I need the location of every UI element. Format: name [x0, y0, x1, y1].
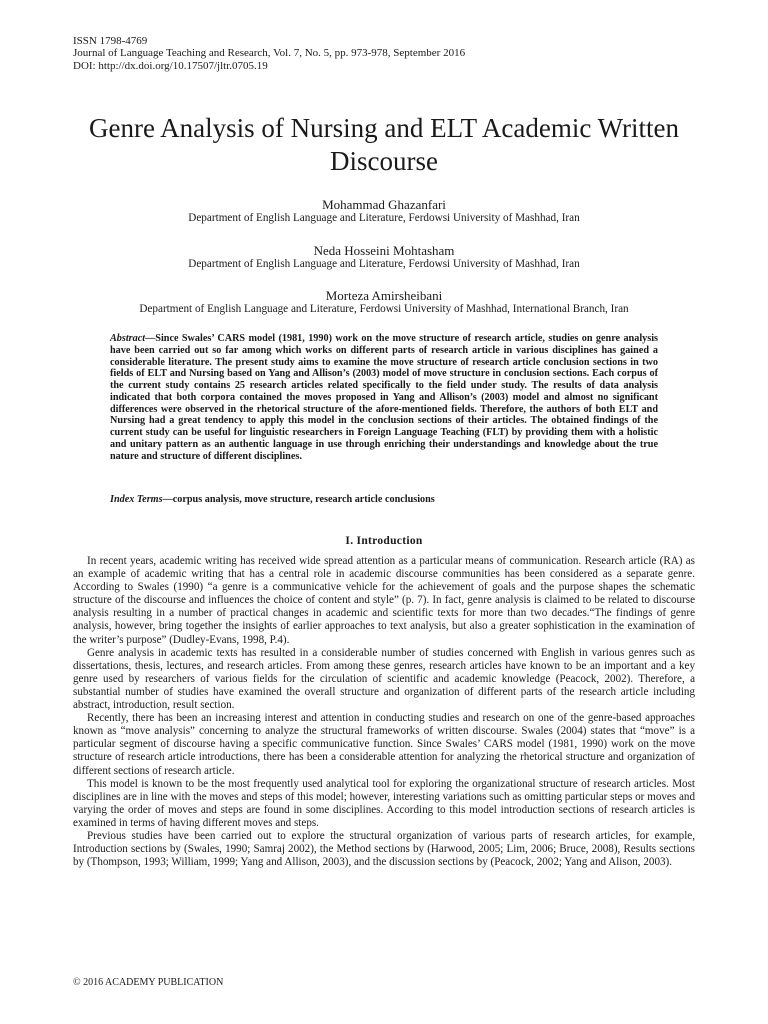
- index-terms-label: Index Terms: [110, 494, 163, 505]
- journal-citation: Journal of Language Teaching and Research, Vol. 7, No. 5, pp. 973-978, September 2016: [73, 47, 466, 60]
- doi: DOI: http://dx.doi.org/10.17507/jltr.0705.19: [73, 59, 268, 72]
- author-name: Morteza Amirsheibani: [325, 288, 443, 303]
- author-affiliation: Department of English Language and Literature, Ferdowsi University of Mashhad, International Branch, Iran: [139, 303, 629, 315]
- abstract-label: Abstract: [110, 333, 146, 344]
- author-affiliation: Department of English Language and Literature, Ferdowsi University of Mashhad, Iran: [188, 212, 580, 224]
- paragraph: Recently, there has been an increasing interest and attention in conducting studies and research on one of the genre-based approaches known as “move analysis” concerning to analyze the structural frameworks of written discourse. Swales (2004) states that “move” is a particular segment of discourse having a specific communicative function. Since Swales’ CARS model (1981, 1990) work on the move structure of research article introductions, there has been a considerable attention for analyzing the rhetorical structure and organization of different sections of research article.: [73, 712, 695, 777]
- paragraph: This model is known to be the most frequently used analytical tool for exploring the organizational structure of research articles. Most disciplines are in line with the moves and steps of this model; however, interesting variations such as omitting particular steps or moves and varying the order of moves and steps are found in some disciplines. According to this model introduction sections of research articles is examined in terms of having different moves and steps.: [73, 777, 695, 829]
- journal-header: [73, 35, 465, 72]
- paragraph: Previous studies have been carried out to explore the structural organization of various parts of research articles, for example, Introduction sections by (Swales, 1990; Samraj 2002), the Method sections by (Harwood, 2005; Lim, 2006; Bruce, 2008), Results sections by (Thompson, 1993; William, 1999; Yang and Allison, 2003), and the discussion sections by (Peacock, 2002; Yang and Alison, 2003).: [73, 829, 695, 869]
- author-block: [40, 197, 728, 225]
- paragraph: In recent years, academic writing has received wide spread attention as a particular means of communication. Research article (RA) as an example of academic writing that has a central role in academic discourse communities has been considered as a separate genre. According to Swales (1990) “a genre is a communicative vehicle for the achievement of goals and the purpose shapes the schematic structure of the discourse and influences the choice of content and style” (p. 7). In fact, genre analysis is claimed to be related to discourse analysis resulting in a number of practical changes in academic and scientific texts for more than two decades.“The findings of genre analysis, however, bring together the insights of earlier approaches to text analysis, but also a greater sophistication in the examination of the writer’s purpose” (Dudley-Evans, 1998, P.4).: [73, 555, 695, 646]
- index-terms: [110, 494, 658, 506]
- paragraph: Genre analysis in academic texts has resulted in a considerable number of studies concerned with English in various genres such as dissertations, thesis, lectures, and research articles. From among these genres, research articles have known to be an important and a key genre used by researchers of various fields for the circulation of scientific and academic knowledge (Peacock, 2002). Therefore, a substantial number of studies have examined the overall structure and organization of different parts of the research article including abstract, introduction, result section.: [73, 646, 695, 712]
- paper-title: Genre Analysis of Nursing and ELT Academic Written Discourse: [88, 113, 680, 176]
- author-name: Neda Hosseini Mohtasham: [313, 243, 455, 258]
- author-block: [40, 288, 728, 316]
- author-affiliation: Department of English Language and Literature, Ferdowsi University of Mashhad, Iran: [188, 258, 580, 270]
- section-body: [73, 555, 695, 869]
- author-name: Mohammad Ghazanfari: [322, 197, 446, 212]
- index-terms-text: —corpus analysis, move structure, research article conclusions: [162, 494, 435, 505]
- section-heading: I. Introduction: [345, 535, 423, 547]
- abstract-text: —Since Swales’ CARS model (1981, 1990) work on the move structure of research article, studies on genre analysis have been carried out so far among which works on different parts of research article in various disciplines has gained a considerable literature. The present study aims to examine the move structure of research article conclusion sections in two fields of ELT and Nursing based on Yang and Allison’s (2003) model of move structure in conclusion sections. Each corpus of the current study contains 25 research articles related specifically to the field under study. The results of data analysis indicated that both corpora contained the moves proposed in Yang and Allison’s (2003) model and almost no significant differences were observed in the rhetorical structure of the afore-mentioned fields. Therefore, the authors of both ELT and Nursing had a great tendency to apply this model in the conclusion sections of their articles. The obtained findings of the current study can be useful for linguistic researchers in Foreign Language Teaching (FLT) by providing them with a holistic and unitary pattern as an authentic language in use through enriching their understandings and knowledge about the true nature and structure of different disciplines.: [110, 333, 658, 462]
- issn: ISSN 1798-4769: [73, 35, 148, 47]
- abstract: [110, 333, 658, 462]
- copyright-footer: © 2016 ACADEMY PUBLICATION: [73, 977, 224, 988]
- author-block: [40, 243, 728, 271]
